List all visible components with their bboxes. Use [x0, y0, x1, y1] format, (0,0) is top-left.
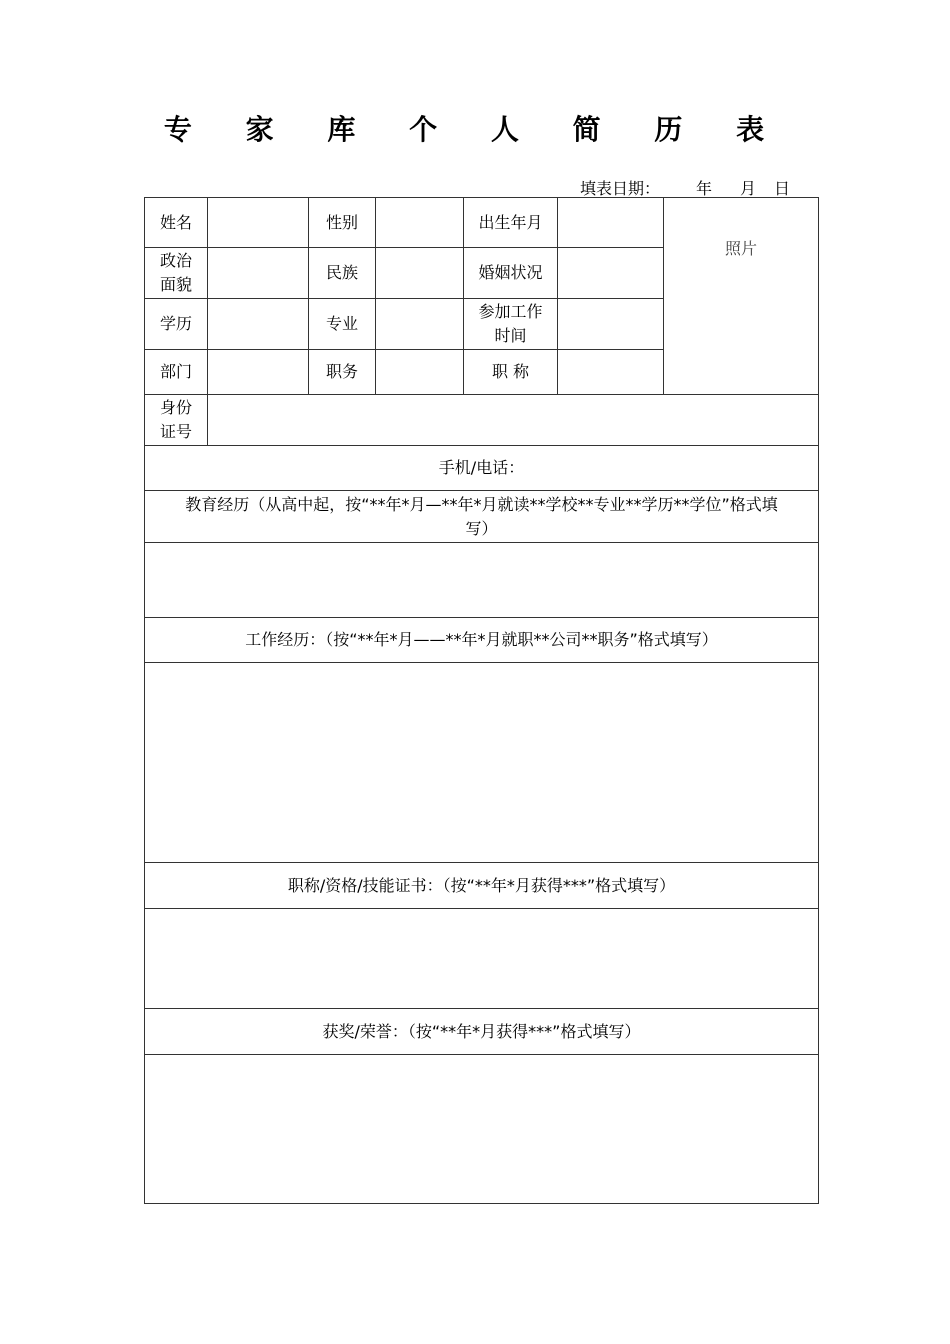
- birth-label: 出生年月: [464, 198, 558, 248]
- photo-label: 照片: [724, 239, 757, 258]
- certificates-header: 职称/资格/技能证书：（按“**年*月获得***”格式填写）: [145, 863, 819, 909]
- work-history-header: 工作经历：（按“**年*月——**年*月就职**公司**职务”格式填写）: [145, 618, 819, 663]
- id-number-label: 身份 证号: [145, 395, 208, 446]
- fill-date-label: 填表日期：: [580, 179, 661, 198]
- birth-field[interactable]: [558, 198, 664, 248]
- awards-header: 获奖/荣誉：（按“**年*月获得***”格式填写）: [145, 1009, 819, 1055]
- name-label: 姓名: [145, 198, 208, 248]
- department-field[interactable]: [208, 350, 309, 395]
- gender-field[interactable]: [376, 198, 464, 248]
- marital-field[interactable]: [558, 248, 664, 299]
- page-title: 专 家 库 个 人 简 历 表: [163, 113, 787, 146]
- title-rank-field[interactable]: [558, 350, 664, 395]
- education-label: 学历: [145, 299, 208, 350]
- position-label: 职务: [309, 350, 376, 395]
- major-label: 专业: [309, 299, 376, 350]
- certificates-area[interactable]: [145, 909, 819, 1009]
- political-label: 政治 面貌: [145, 248, 208, 299]
- political-field[interactable]: [208, 248, 309, 299]
- position-field[interactable]: [376, 350, 464, 395]
- fill-date-year[interactable]: 年: [696, 179, 713, 198]
- id-number-field[interactable]: [208, 395, 819, 446]
- phone-row[interactable]: [145, 446, 819, 491]
- education-field[interactable]: [208, 299, 309, 350]
- department-label: 部门: [145, 350, 208, 395]
- work-start-label: 参加工作 时间: [464, 299, 558, 350]
- title-rank-label: 职 称: [464, 350, 558, 395]
- ethnicity-label: 民族: [309, 248, 376, 299]
- fill-date-month[interactable]: 月: [740, 179, 757, 198]
- major-field[interactable]: [376, 299, 464, 350]
- gender-label: 性别: [309, 198, 376, 248]
- awards-area[interactable]: [145, 1055, 819, 1204]
- marital-label: 婚姻状况: [464, 248, 558, 299]
- work-history-area[interactable]: [145, 663, 819, 863]
- photo-box[interactable]: [664, 198, 819, 395]
- work-start-field[interactable]: [558, 299, 664, 350]
- education-history-header: 教育经历（从高中起，按“**年*月—**年*月就读**学校**专业**学历**学位”格式填 写）: [145, 491, 819, 543]
- name-field[interactable]: [208, 198, 309, 248]
- fill-date-day[interactable]: 日: [774, 179, 791, 198]
- phone-label: 手机/电话：: [438, 458, 525, 477]
- fill-date: [580, 176, 790, 199]
- ethnicity-field[interactable]: [376, 248, 464, 299]
- resume-form-table: [144, 197, 819, 1204]
- education-history-area[interactable]: [145, 543, 819, 618]
